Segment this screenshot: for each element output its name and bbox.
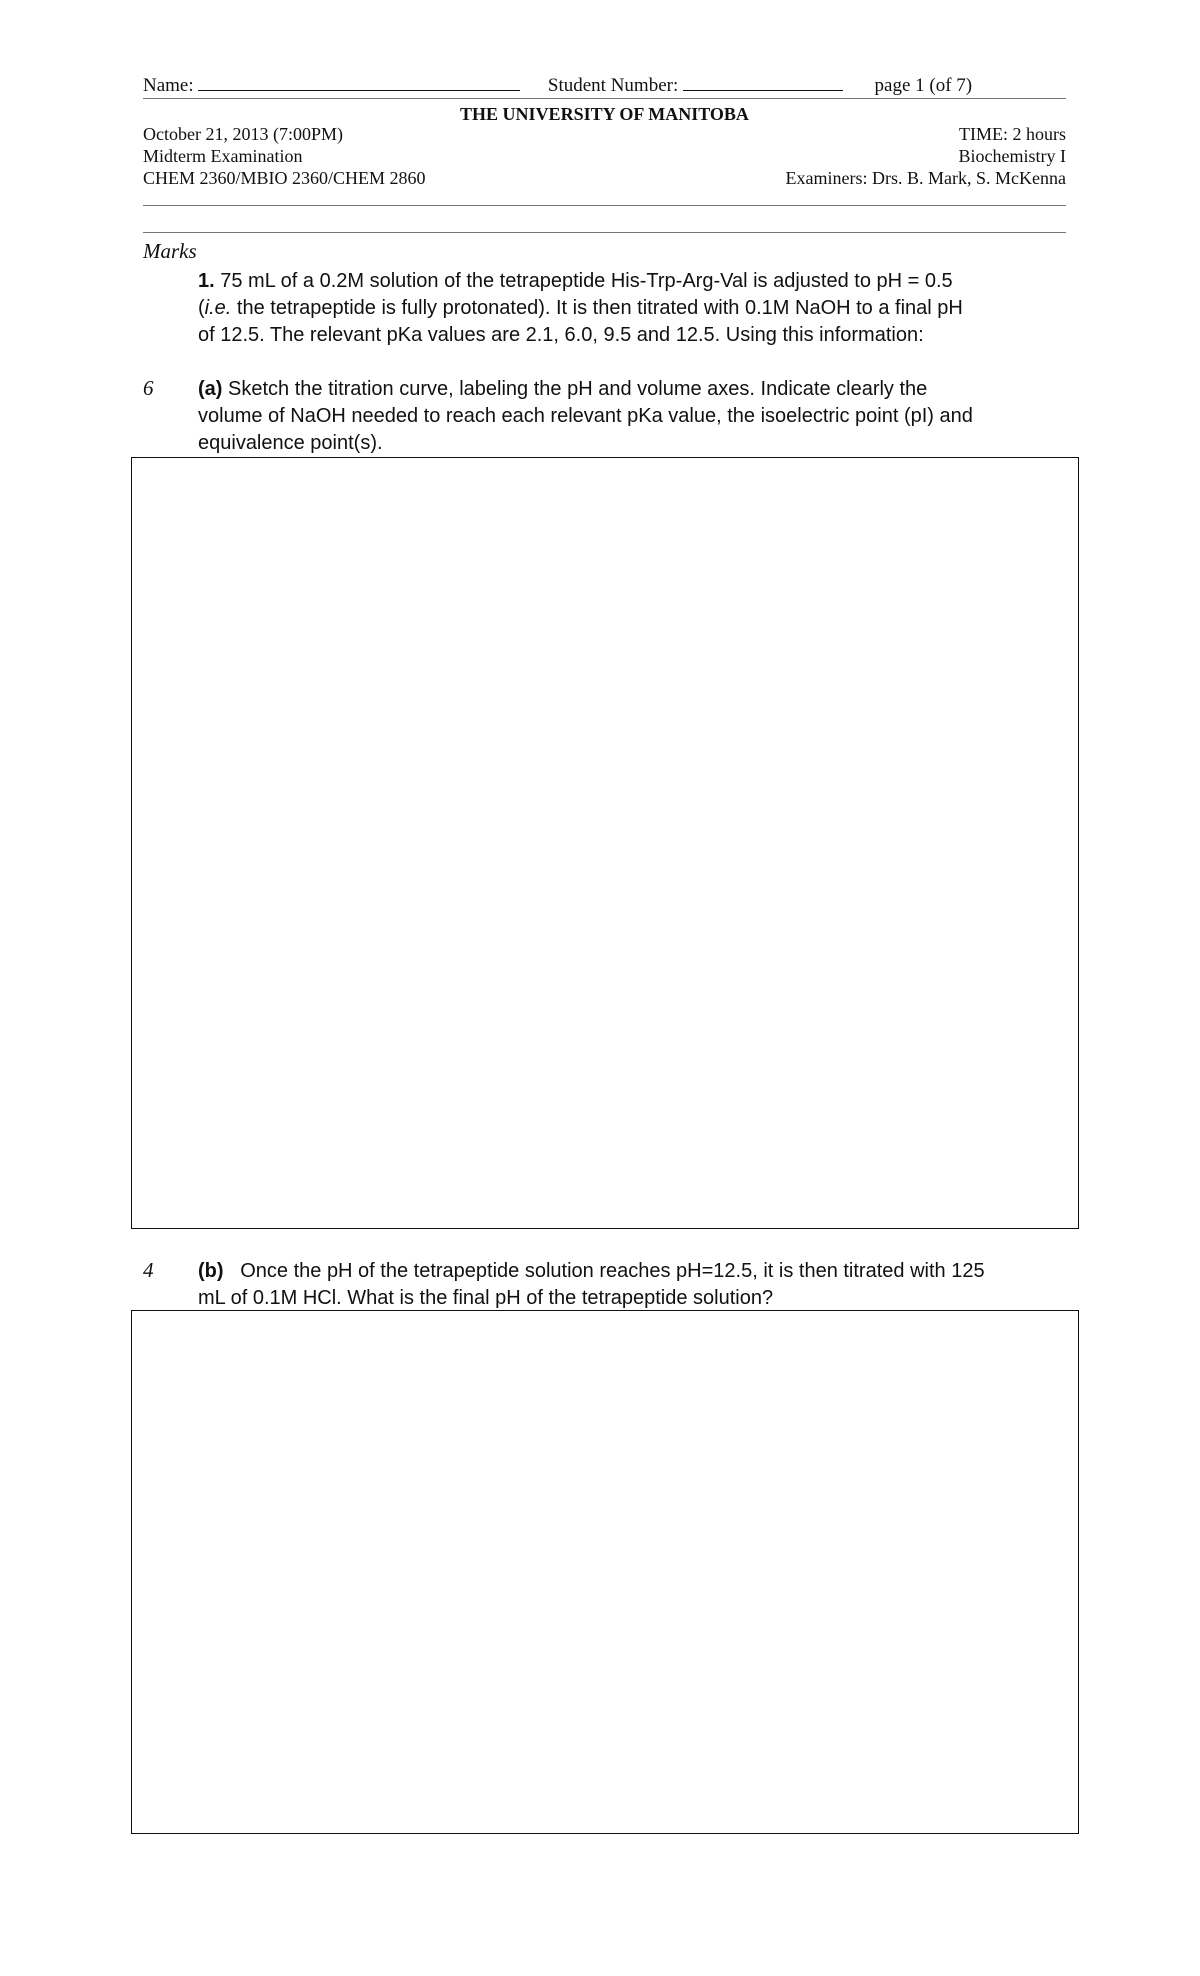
header-left-block: [143, 123, 603, 189]
header-bottom-rule-1: [143, 205, 1066, 206]
student-number-blank[interactable]: [683, 72, 843, 91]
header-fields-row: [143, 72, 1066, 98]
exam-date: October 21, 2013 (7:00PM): [143, 124, 343, 144]
name-label: Name:: [143, 75, 194, 96]
part-a-label: (a): [198, 378, 223, 400]
exam-type: Midterm Examination: [143, 146, 303, 166]
examiners: Examiners: Drs. B. Mark, S. McKenna: [785, 168, 1066, 188]
part-b-label: (b): [198, 1260, 224, 1282]
exam-subject: Biochemistry I: [958, 146, 1066, 166]
question-1-number: 1.: [198, 270, 215, 292]
part-a-marks: 6: [143, 376, 154, 400]
header-top-rule: [143, 98, 1066, 99]
part-a-answer-box[interactable]: [131, 457, 1079, 1229]
part-b-text: (b) Once the pH of the tetrapeptide solution reaches pH=12.5, it is then titrated with 125 mL of 0.1M HCl. What is the final pH of the tetrapeptide solution?: [198, 1260, 985, 1309]
header-right-block: [606, 123, 1066, 189]
marks-column-label: Marks: [143, 239, 197, 263]
student-number-label: Student Number:: [547, 75, 679, 96]
name-blank[interactable]: [198, 72, 520, 91]
part-b-answer-box[interactable]: [131, 1310, 1079, 1834]
header-bottom-rule-2: [143, 232, 1066, 233]
part-a-text: (a) Sketch the titration curve, labeling the pH and volume axes. Indicate clearly the volume of NaOH needed to reach each relevant pKa value, the isoelectric point (pI) and equivalence point(s).: [198, 378, 973, 454]
page-number: page 1 (of 7): [874, 75, 973, 96]
course-codes: CHEM 2360/MBIO 2360/CHEM 2860: [143, 168, 426, 188]
question-1-text: 1. 75 mL of a 0.2M solution of the tetrapeptide His-Trp-Arg-Val is adjusted to pH = 0.5 (i.e. the tetrapeptide is fully protonated). It is then titrated with 0.1M NaOH to a final pH of 12.5. The relevant pKa values are 2.1, 6.0, 9.5 and 12.5. Using this information:: [198, 270, 963, 346]
exam-time: TIME: 2 hours: [959, 124, 1066, 144]
part-b-marks: 4: [143, 1258, 154, 1282]
university-title: THE UNIVERSITY OF MANITOBA: [460, 104, 749, 124]
